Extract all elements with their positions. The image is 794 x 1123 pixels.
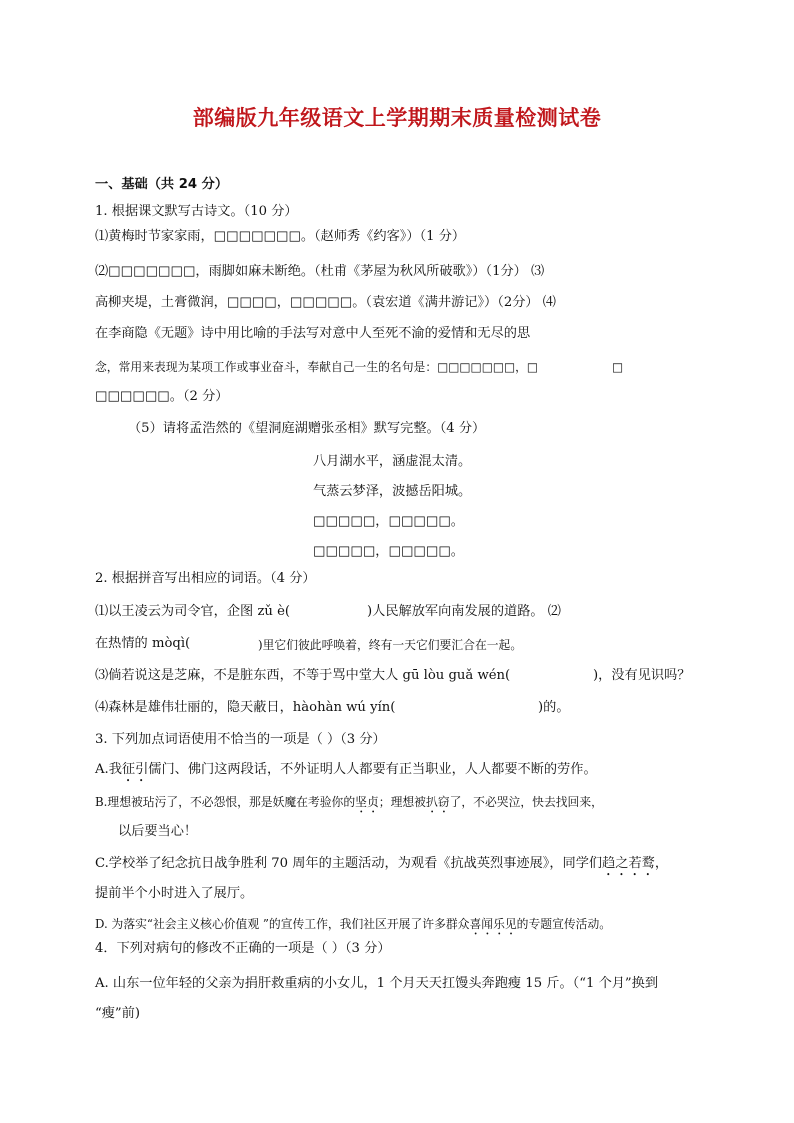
section-heading: 一、基础（共 24 分） xyxy=(95,177,229,192)
q3-d-dotted: 喜闻乐见 xyxy=(469,917,517,931)
q3-b-pre: B.理想被玷污了，不必怨恨，那是妖魔在考验你的 xyxy=(95,795,356,809)
poem-line-4: □□□□□，□□□□□。 xyxy=(313,544,464,559)
q1-line-4: 在李商隐《无题》诗中用比喻的手法写对意中人至死不渝的爱情和无尽的思 xyxy=(95,326,531,341)
q1-line-1: ⑴黄梅时节家家雨，□□□□□□□。（赵师秀《约客》）（1 分） xyxy=(95,229,466,244)
poem-line-2: 气蒸云梦泽，波撼岳阳城。 xyxy=(313,484,472,499)
q1-line-2: ⑵□□□□□□□，雨脚如麻未断绝。（杜甫《茅屋为秋风所破歌》）（1分） ⑶ xyxy=(95,264,545,279)
q4-stem: 4．下列对病句的修改不正确的一项是（ ）（3 分） xyxy=(95,941,391,956)
q2-line-4: ⑷森林是雄伟壮丽的，隐天蔽日，hàohàn wú yín( xyxy=(95,700,396,715)
q2-line-3-rest: )，没有见识吗？ xyxy=(593,668,691,683)
q3-c-dotted: 趋之若鹜 xyxy=(602,856,655,871)
q3-b-post: 了，不必哭泣，快去找回来， xyxy=(449,795,603,809)
q3-a-post: 儒门、佛门这两段话，不外证明人人都要有正当职业，人人都要不断的劳作。 xyxy=(148,762,597,777)
q1-line-7: （5）请将孟浩然的《望洞庭湖赠张丞相》默写完整。（4 分） xyxy=(128,421,486,436)
q3-option-b xyxy=(95,794,603,816)
q1-line-5: 念，常用来表现为某项工作或事业奋斗，奉献自己一生的名句是：□□□□□□□，□ xyxy=(95,360,539,374)
q2-line-1-rest: )人民解放军向南发展的道路。 ⑵ xyxy=(367,604,561,619)
poem-line-1: 八月湖水平，涵虚混太清。 xyxy=(313,454,472,469)
q4-option-a: A. 山东一位年轻的父亲为捐肝救重病的小女儿，1 个月天天扛馒头奔跑瘦 15 斤。（“1 个月”换到 xyxy=(95,976,659,991)
q2-line-4-rest: )的。 xyxy=(538,700,570,715)
q3-a-pre: A.我 xyxy=(95,762,122,777)
poem-line-3: □□□□□，□□□□□。 xyxy=(313,514,464,529)
q3-stem: 3. 下列加点词语使用不恰当的一项是（ ）（3 分） xyxy=(95,732,386,747)
q3-c-post: ， xyxy=(654,856,669,871)
exam-title: 部编版九年级语文上学期期末质量检测试卷 xyxy=(192,106,602,130)
q1-stem: 1. 根据课文默写古诗文。（10 分） xyxy=(95,204,298,219)
q3-b-mid: ；理想被 xyxy=(378,795,426,809)
q3-option-b-cont: 以后要当心！ xyxy=(118,824,198,839)
q3-d-post: 的专题宣传活动。 xyxy=(516,917,612,931)
q3-c-pre: C.学校举了纪念抗日战争胜利 70 周年的主题活动，为观看《抗战英烈事迹展》，同学们 xyxy=(95,856,603,871)
q2-line-2-rest: )里它们彼此呼唤着，终有一天它们要汇合在一起。 xyxy=(258,638,523,652)
q3-option-c-cont: 提前半个小时进入了展厅。 xyxy=(95,886,254,901)
q3-d-pre: D. 为落实“社会主义核心价值观 ”的宣传工作，我们社区开展了许多群众 xyxy=(95,917,470,931)
q2-stem: 2. 根据拼音写出相应的词语。（4 分） xyxy=(95,571,316,586)
q2-line-3: ⑶倘若说这是芝麻，不是脏东西，不等于骂中堂大人 gū lòu guǎ wén( xyxy=(95,668,511,683)
q3-b-dotted-1: 坚贞 xyxy=(355,795,379,809)
q2-line-1: ⑴以王凌云为司令官，企图 zǔ è( xyxy=(95,604,291,619)
q3-option-a xyxy=(95,762,597,785)
q3-b-dotted-2: 扒窃 xyxy=(425,795,450,809)
q1-line-5-box: □ xyxy=(612,360,624,374)
q3-option-c xyxy=(95,856,668,879)
q3-a-dotted: 征引 xyxy=(121,762,149,777)
q3-option-d xyxy=(95,916,611,938)
q1-line-6: □□□□□□。（2 分） xyxy=(95,389,229,404)
q1-line-3: 高柳夹堤，土膏微润，□□□□，□□□□□。（袁宏道《满井游记》）（2分） ⑷ xyxy=(95,295,556,310)
q2-line-2: 在热情的 mòqì( xyxy=(95,636,191,651)
q4-option-a-cont: “瘦”前) xyxy=(95,1006,141,1021)
